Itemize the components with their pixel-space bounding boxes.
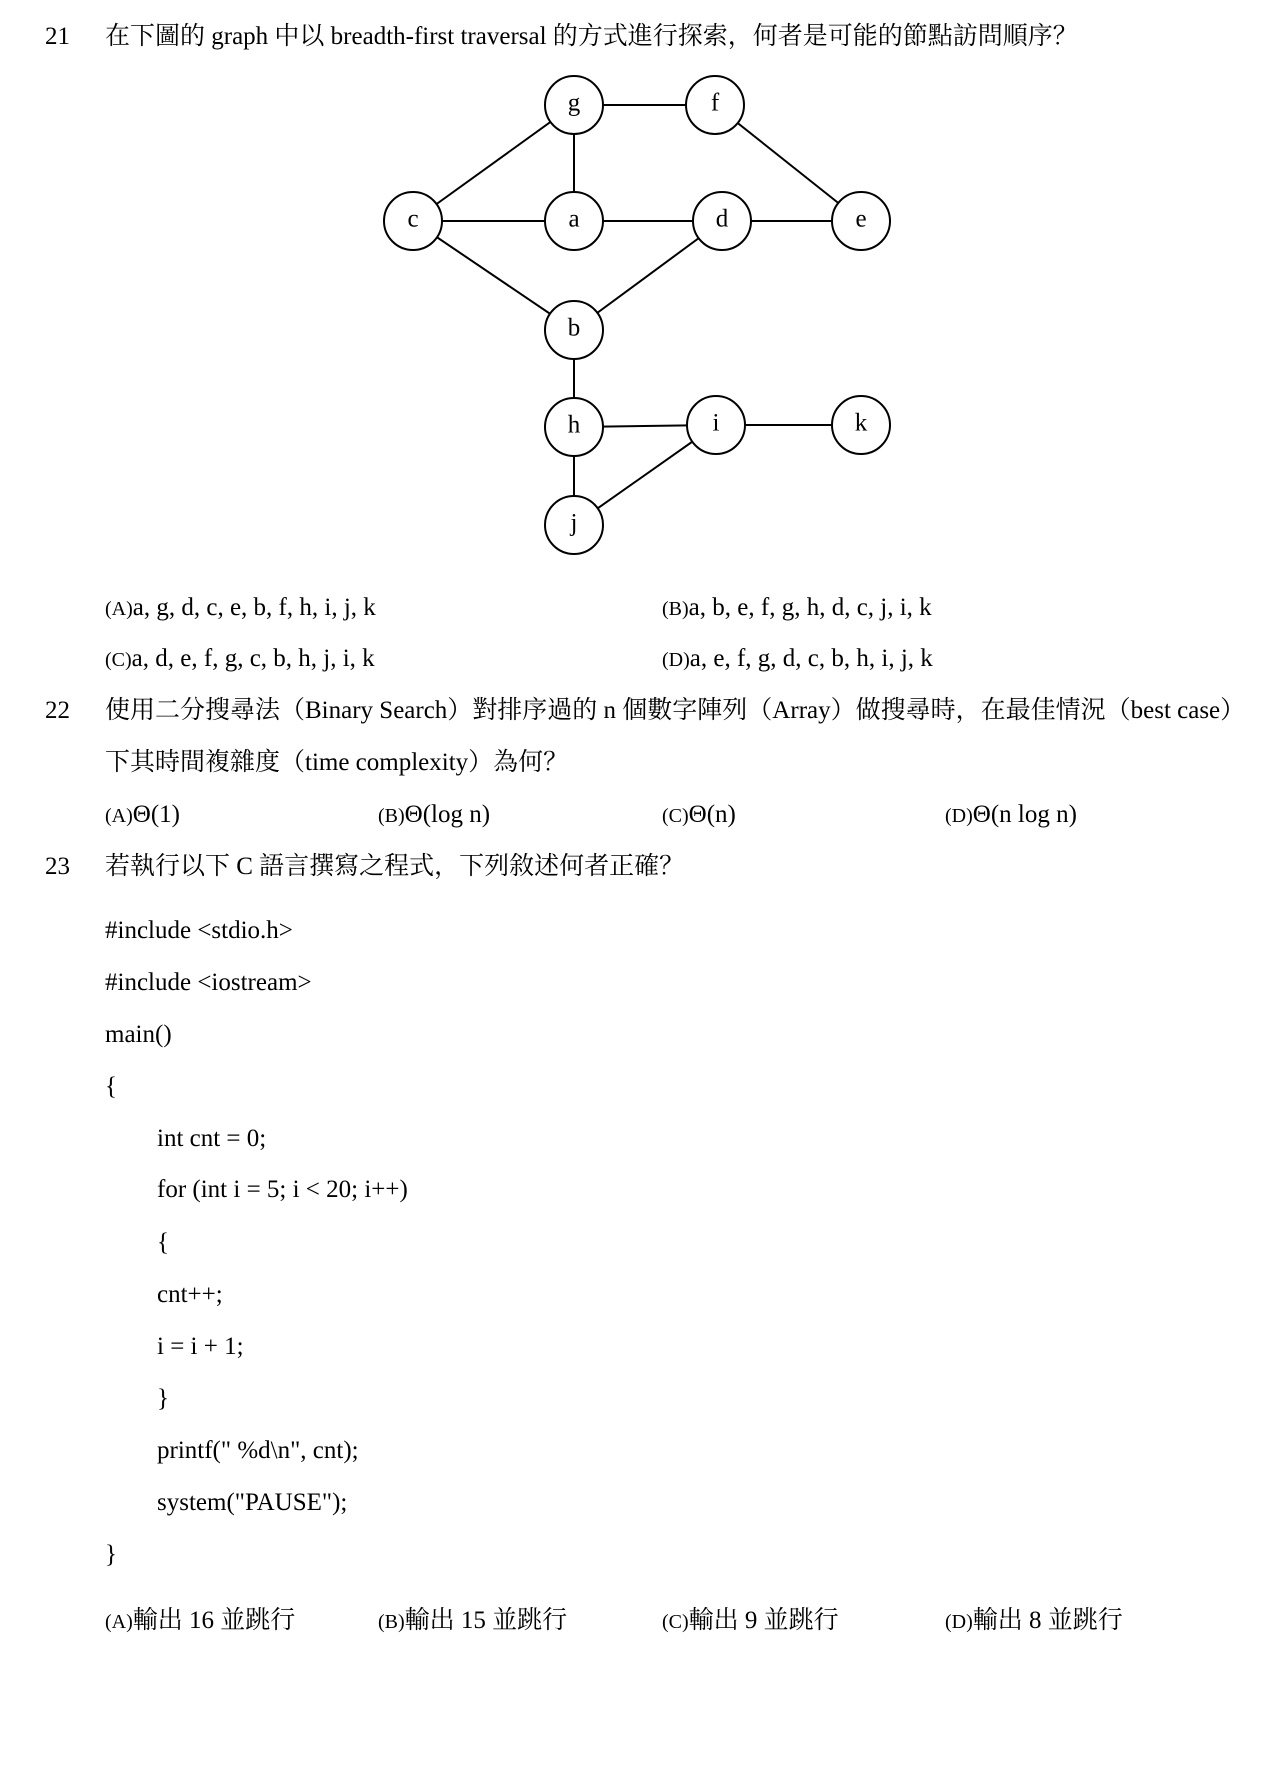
option-d[interactable]	[945, 802, 1077, 827]
graph-node-i	[687, 396, 745, 454]
code-line: #include <stdio.h>	[105, 917, 293, 944]
option-text: a, e, f, g, d, c, b, h, i, j, k	[689, 645, 933, 672]
graph-diagram	[0, 0, 1274, 580]
code-line: int cnt = 0;	[157, 1125, 267, 1152]
option-label: (A)	[105, 805, 133, 827]
question-text-line1: 使用二分搜尋法（Binary Search）對排序過的 n 個數字陣列（Array）做搜尋時，在最佳情況（best case）	[105, 697, 1246, 724]
option-text: Θ(n log n)	[972, 801, 1077, 828]
question-number: 23	[45, 853, 70, 880]
code-line: cnt++;	[157, 1281, 223, 1308]
option-text: a, g, d, c, e, b, f, h, i, j, k	[132, 594, 376, 621]
graph-node-c	[384, 192, 442, 250]
graph-node-label: g	[567, 89, 581, 117]
option-text: Θ(1)	[132, 801, 180, 828]
option-label: (B)	[378, 1611, 405, 1633]
graph-node-label: i	[712, 409, 720, 437]
question-text: 在下圖的 graph 中以 breadth-first traversal 的方式進行探索，何者是可能的節點訪問順序？	[105, 23, 1078, 50]
option-label: (D)	[945, 805, 973, 827]
code-line: }	[157, 1385, 169, 1412]
code-line: printf(" %d\n", cnt);	[157, 1437, 359, 1464]
option-label: (A)	[105, 598, 133, 620]
option-b[interactable]	[378, 1608, 567, 1633]
option-b[interactable]	[662, 595, 932, 620]
graph-node-b	[545, 301, 603, 359]
option-label: (C)	[662, 805, 689, 827]
graph-node-a	[545, 192, 603, 250]
option-d[interactable]	[945, 1608, 1123, 1633]
option-label: (B)	[662, 598, 689, 620]
option-text: 輸出 9 並跳行	[688, 1607, 839, 1634]
code-line: i = i + 1;	[157, 1333, 244, 1360]
graph-node-f	[686, 76, 744, 134]
option-text: a, b, e, f, g, h, d, c, j, i, k	[688, 594, 932, 621]
code-line: system("PAUSE");	[157, 1489, 348, 1516]
code-line: {	[157, 1229, 169, 1256]
option-text: 輸出 8 並跳行	[972, 1607, 1123, 1634]
option-label: (C)	[662, 1611, 689, 1633]
option-text: Θ(n)	[688, 801, 736, 828]
option-label: (D)	[945, 1611, 973, 1633]
option-label: (A)	[105, 1611, 133, 1633]
graph-node-label: d	[715, 205, 729, 233]
code-line: }	[105, 1541, 117, 1568]
code-line: for (int i = 5; i < 20; i++)	[157, 1176, 408, 1203]
code-line: {	[105, 1073, 117, 1100]
graph-node-label: c	[407, 205, 419, 233]
graph-node-label: b	[567, 314, 581, 342]
graph-node-label: e	[855, 205, 867, 233]
option-label: (C)	[105, 649, 132, 671]
question-text-line2: 下其時間複雜度（time complexity）為何？	[105, 749, 569, 776]
graph-node-label: h	[567, 411, 581, 439]
graph-node-label: a	[568, 205, 580, 233]
code-line: #include <iostream>	[105, 969, 312, 996]
option-a[interactable]	[105, 1608, 295, 1633]
graph-node-j	[545, 496, 603, 554]
graph-node-label: j	[570, 509, 578, 537]
option-d[interactable]	[662, 646, 933, 671]
graph-node-k	[832, 396, 890, 454]
option-label: (D)	[662, 649, 690, 671]
graph-nodes	[384, 76, 890, 554]
graph-node-h	[545, 398, 603, 456]
option-c[interactable]	[662, 802, 736, 827]
option-c[interactable]	[105, 646, 375, 671]
option-text: Θ(log n)	[404, 801, 491, 828]
option-text: 輸出 15 並跳行	[404, 1607, 568, 1634]
code-line: main()	[105, 1021, 172, 1048]
graph-edges	[413, 105, 861, 525]
question-number: 21	[45, 23, 70, 50]
graph-node-label: k	[854, 409, 868, 437]
question-text: 若執行以下 C 語言撰寫之程式，下列敘述何者正確？	[105, 853, 685, 880]
option-label: (B)	[378, 805, 405, 827]
graph-node-d	[693, 192, 751, 250]
option-a[interactable]	[105, 802, 180, 827]
option-text: 輸出 16 並跳行	[132, 1607, 296, 1634]
graph-node-g	[545, 76, 603, 134]
question-number: 22	[45, 697, 70, 724]
graph-node-e	[832, 192, 890, 250]
option-c[interactable]	[662, 1608, 839, 1633]
graph-node-label: f	[710, 89, 720, 117]
option-b[interactable]	[378, 802, 490, 827]
option-a[interactable]	[105, 595, 376, 620]
option-text: a, d, e, f, g, c, b, h, j, i, k	[131, 645, 375, 672]
